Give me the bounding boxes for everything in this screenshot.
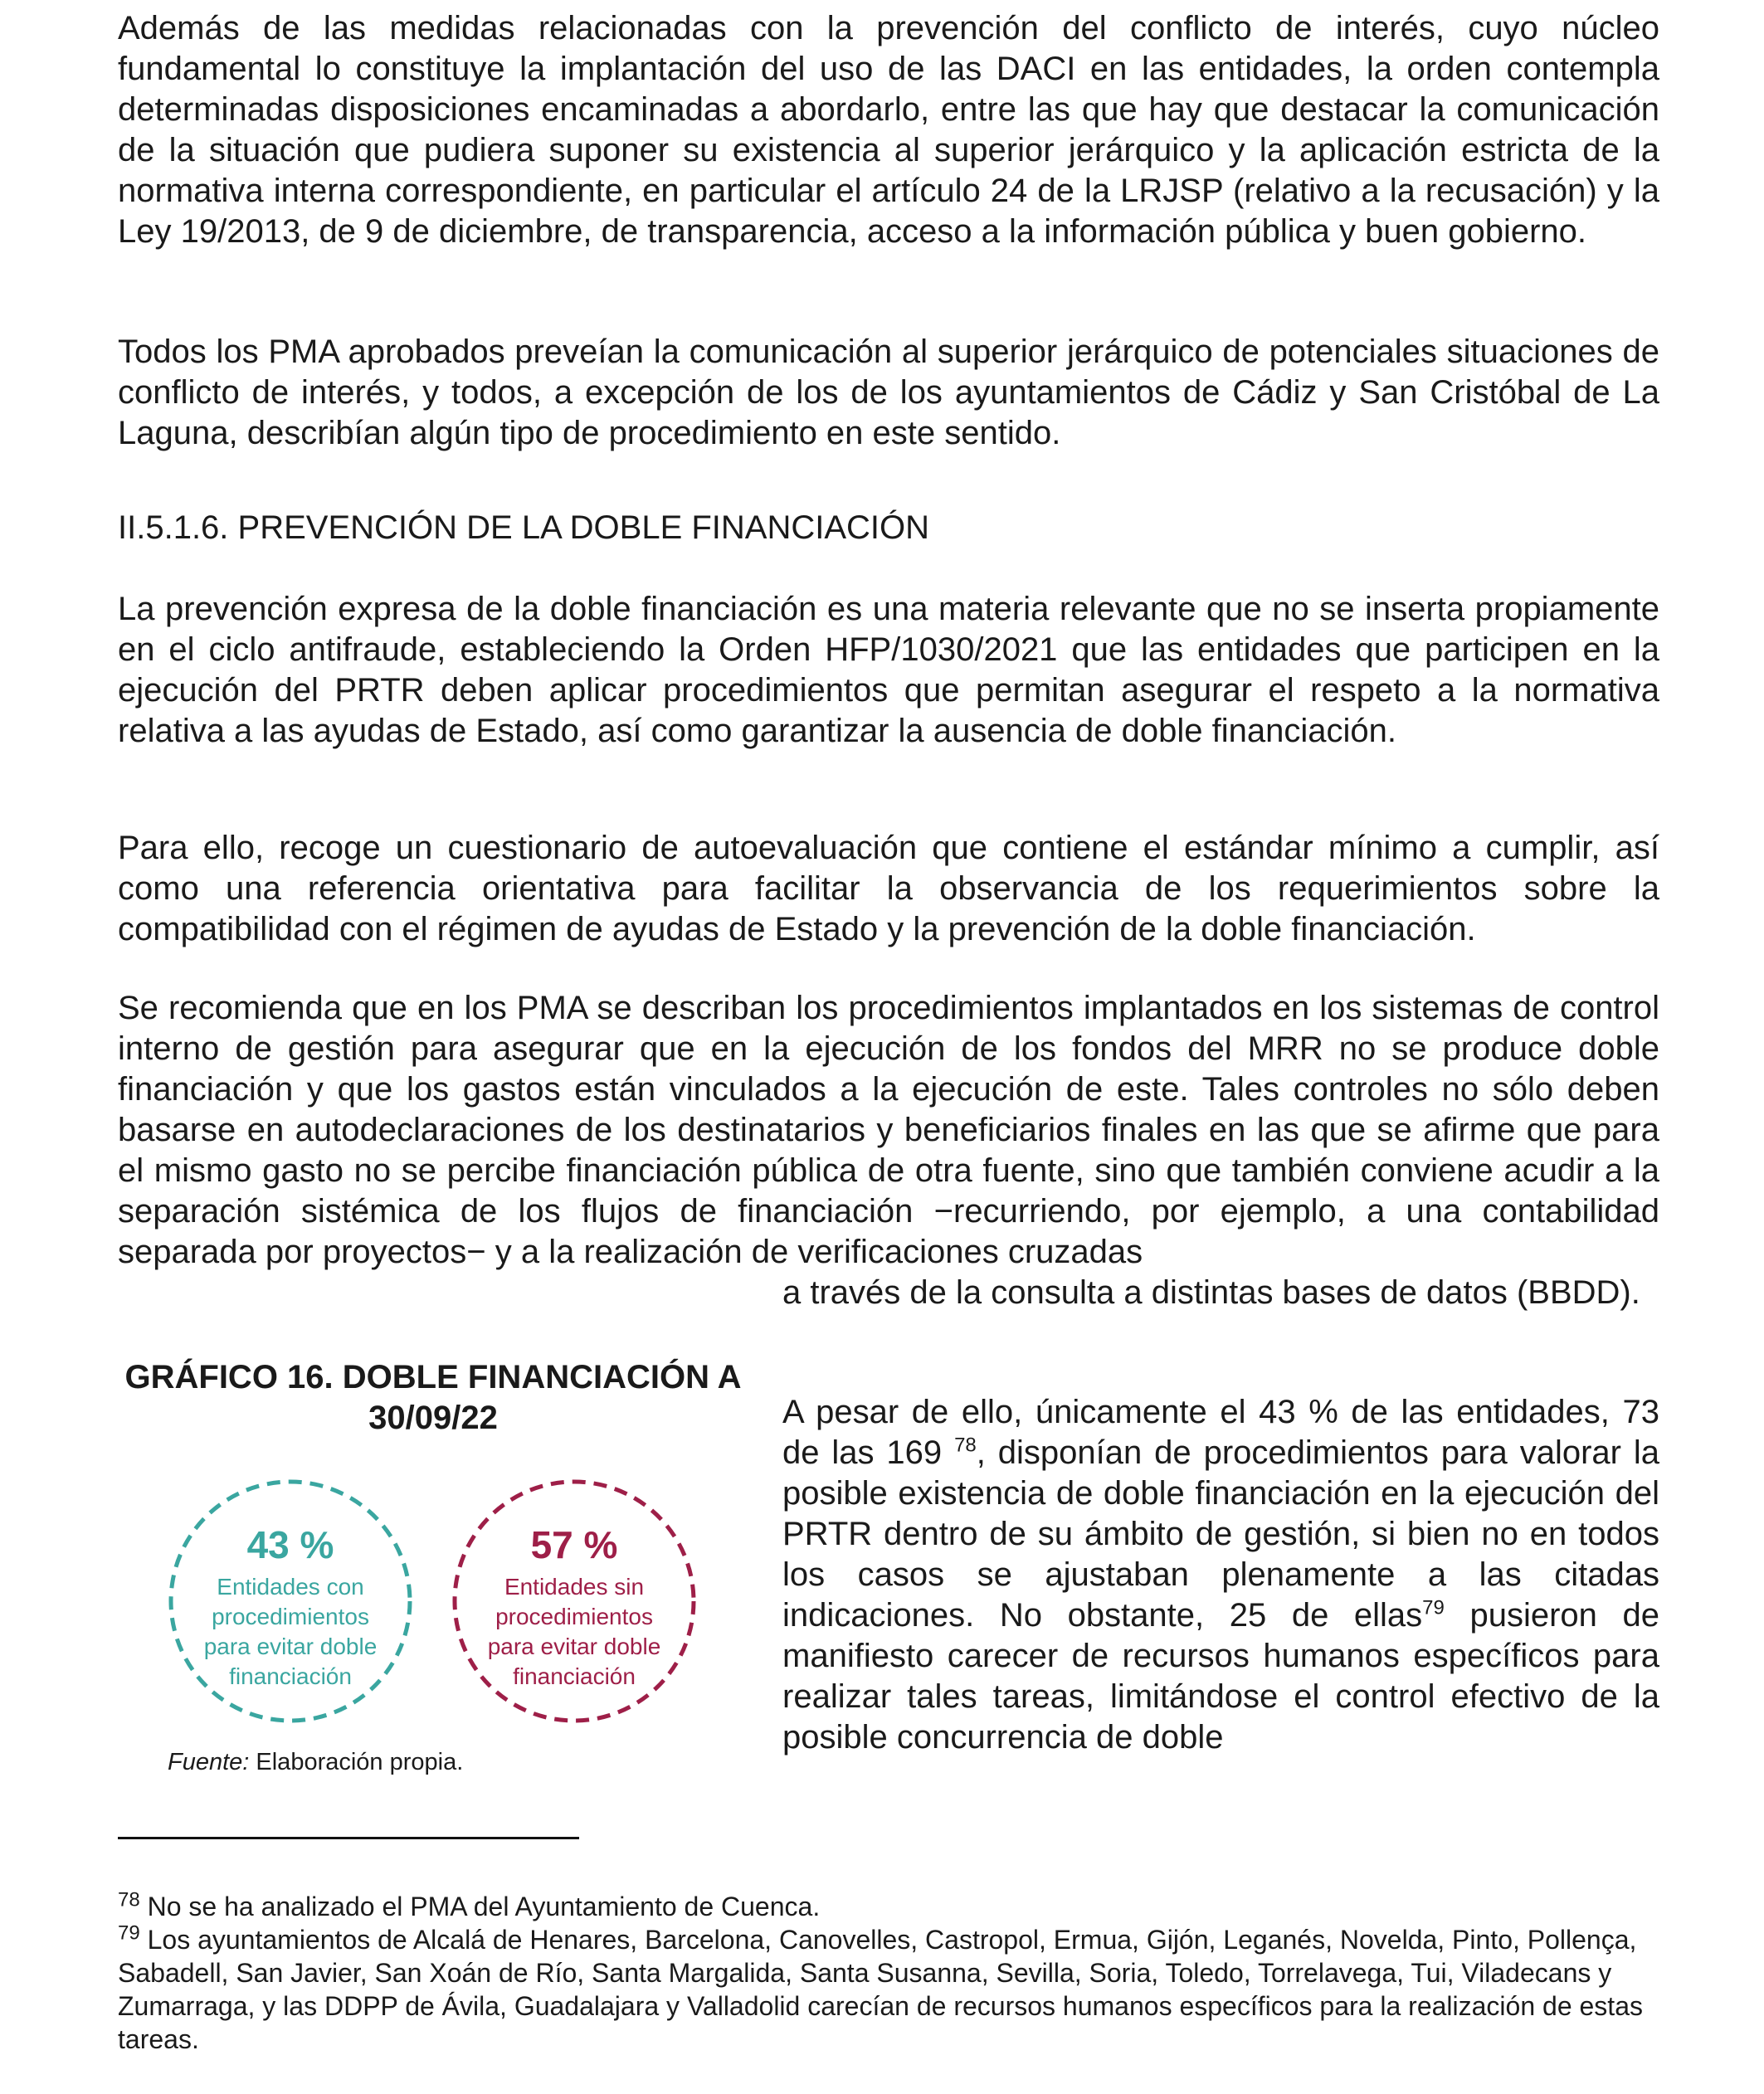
- paragraph-recommendation-continued: a través de la consulta a distintas bases de datos (BBDD).: [782, 1274, 1640, 1311]
- double-financing-chart: [118, 1473, 715, 1730]
- label-with-line-4: financiación: [229, 1663, 352, 1689]
- footnote-79-number: 79: [118, 1921, 140, 1945]
- value-without: 57 %: [530, 1523, 618, 1566]
- footnote-ref-78: 78: [954, 1434, 977, 1457]
- value-with: 43 %: [246, 1523, 334, 1566]
- circle-with-procedures: [171, 1482, 410, 1721]
- label-with-line-3: para evitar doble: [203, 1634, 378, 1659]
- results-text-b: , disponían de procedimientos para valorar la posible existencia de doble financiación en la ejecución del PRTR dentro de su ámbito de gestión, si bien no en todos los casos se ajustaban plenamente a las citadas indicaciones. No obstante, 25 de ellas: [782, 1434, 1659, 1634]
- label-without-line-3: para evitar doble: [487, 1634, 661, 1659]
- circle-without-procedures: [455, 1482, 694, 1721]
- paragraph-conflict-measures: Además de las medidas relacionadas con la prevención del conflicto de interés, cuyo núcleo fundamental lo constituye la implantación del uso de las DACI en las entidades, la orden contempla determinadas disposiciones encaminadas a abordarlo, entre las que hay que destacar la comunicación de la situación que pudiera suponer su existencia al superior jerárquico y la aplicación estricta de la normativa interna correspondiente, en particular el artículo 24 de la LRJSP (relativo a la recusación) y la Ley 19/2013, de 9 de diciembre, de transparencia, acceso a la información pública y buen gobierno.: [118, 10, 1659, 250]
- footnote-78-text: No se ha analizado el PMA del Ayuntamiento de Cuenca.: [139, 1892, 821, 1921]
- results-text-c: pusieron de manifiesto carecer de recursos humanos específicos para realizar tales tareas, limitándose el control efectivo de la posible concurrencia de doble: [782, 1597, 1659, 1756]
- label-without-line-1: Entidades sin: [504, 1574, 645, 1600]
- results-text-a: A pesar de ello, únicamente el 43 % de las entidades, 73 de las 169: [782, 1394, 1659, 1471]
- source-text: Elaboración propia.: [249, 1749, 464, 1775]
- chart-source: [168, 1749, 463, 1776]
- footnote-ref-79: 79: [1422, 1596, 1445, 1619]
- label-without-line-2: procedimientos: [495, 1604, 653, 1629]
- footnote-separator: [118, 1837, 579, 1839]
- section-heading: II.5.1.6. PREVENCIÓN DE LA DOBLE FINANCIACIÓN: [118, 509, 930, 546]
- footnote-78: [118, 1890, 1659, 1923]
- footnote-79: [118, 1923, 1659, 2056]
- paragraph-recommendation: Se recomienda que en los PMA se describan los procedimientos implantados en los sistemas de control interno de gestión para asegurar que en la ejecución de los fondos del MRR no se produce doble financiación y que los gastos están vinculados a la ejecución de este. Tales controles no sólo deben basarse en autodeclaraciones de los destinatarios y beneficiarios finales en las que se afirme que para el mismo gasto no se percibe financiación pública de otra fuente, sino que también conviene acudir a la separación sistémica de los flujos de financiación −recurriendo, por ejemplo, a una contabilidad separada por proyectos− y a la realización de verificaciones cruzadas: [118, 990, 1659, 1270]
- paragraph-pma-communication: Todos los PMA aprobados preveían la comunicación al superior jerárquico de potenciales situaciones de conflicto de interés, y todos, a excepción de los de los ayuntamientos de Cádiz y San Cristóbal de La Laguna, describían algún tipo de procedimiento en este sentido.: [118, 334, 1659, 451]
- paragraph-double-financing-prevention: La prevención expresa de la doble financiación es una materia relevante que no se inserta propiamente en el ciclo antifraude, estableciendo la Orden HFP/1030/2021 que las entidades que participen en la ejecución del PRTR deben aplicar procedimientos que permitan asegurar el respeto a la normativa relativa a las ayudas de Estado, así como garantizar la ausencia de doble financiación.: [118, 591, 1659, 749]
- paragraph-self-assessment: Para ello, recoge un cuestionario de autoevaluación que contiene el estándar mínimo a cumplir, así como una referencia orientativa para facilitar la observancia de los requerimientos sobre la compatibilidad con el régimen de ayudas de Estado y la prevención de la doble financiación.: [118, 830, 1659, 947]
- source-label: Fuente:: [168, 1749, 250, 1775]
- chart-title: GRÁFICO 16. DOBLE FINANCIACIÓN A 30/09/22: [124, 1359, 742, 1436]
- label-with-line-1: Entidades con: [217, 1574, 364, 1600]
- paragraph-results: [782, 1392, 1659, 1758]
- label-with-line-2: procedimientos: [212, 1604, 369, 1629]
- label-without-line-4: financiación: [513, 1663, 636, 1689]
- footnote-79-text: Los ayuntamientos de Alcalá de Henares, Barcelona, Canovelles, Castropol, Ermua, Gijón, Leganés, Novelda, Pinto, Pollença, Sabadell, San Javier, San Xoán de Río, Santa Margalida, Santa Susanna, Sevilla, Soria, Toledo, Torrelavega, Tui, Viladecans y Zumarraga, y las DDPP de Ávila, Guadalajara y Valladolid carecían de recursos humanos específicos para la realización de estas tareas.: [118, 1925, 1643, 2054]
- footnote-78-number: 78: [118, 1888, 140, 1911]
